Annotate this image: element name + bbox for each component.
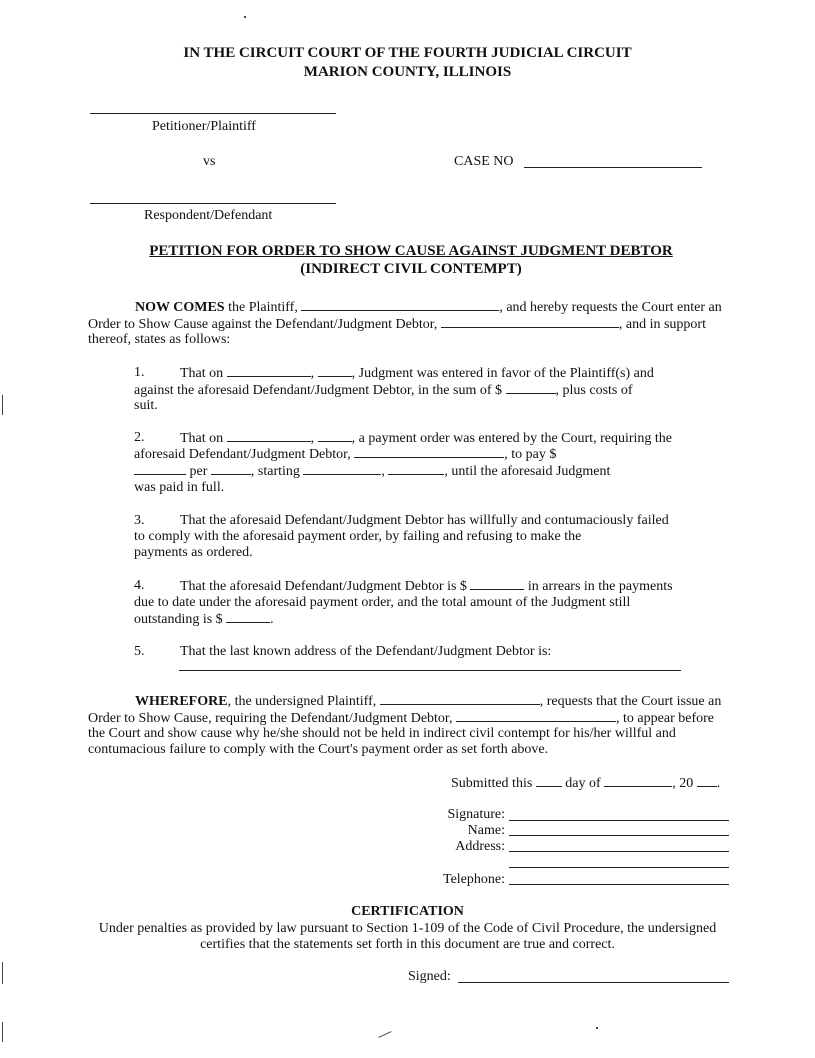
court-header-line1: IN THE CIRCUIT COURT OF THE FOURTH JUDICIAL CIRCUIT xyxy=(183,45,632,61)
item-text: against the aforesaid Defendant/Judgment Debtor, in the sum of $ xyxy=(134,383,503,398)
certification-line2: certifies that the statements set forth in this document are true and correct. xyxy=(200,937,615,952)
item-text: , a payment order was entered by the Court, requiring the xyxy=(351,431,672,446)
intro-text: , and in support xyxy=(618,317,706,332)
debtor-name-blank[interactable] xyxy=(354,445,504,458)
item-2-line3 xyxy=(134,462,610,480)
judgment-date-blank[interactable] xyxy=(227,364,311,377)
item-4-number: 4. xyxy=(134,578,145,593)
submitted-text: day of xyxy=(565,776,601,791)
item-text: , xyxy=(310,431,315,446)
scan-mark xyxy=(244,16,246,18)
item-text: That on xyxy=(180,366,224,381)
item-text: , starting xyxy=(250,464,300,479)
certification-heading: CERTIFICATION xyxy=(351,904,464,919)
item-text: , to pay $ xyxy=(504,447,557,462)
item-1-line1 xyxy=(180,364,654,382)
submitted-day-blank[interactable] xyxy=(536,774,562,787)
name-field[interactable] xyxy=(509,835,729,836)
item-5-number: 5. xyxy=(134,644,145,659)
court-header-line2: MARION COUNTY, ILLINOIS xyxy=(303,64,512,80)
respondent-name-line[interactable] xyxy=(90,203,336,204)
wherefore-text: , the undersigned Plaintiff, xyxy=(227,694,377,709)
payment-amount-blank[interactable] xyxy=(134,462,186,475)
payment-period-blank[interactable] xyxy=(211,462,251,475)
item-2-line4: was paid in full. xyxy=(134,480,225,495)
telephone-label: Telephone: xyxy=(443,872,505,887)
wherefore-text: , to appear before xyxy=(616,711,714,726)
submitted-text: , 20 xyxy=(672,776,694,791)
item-3-line2: to comply with the aforesaid payment order, by failing and refusing to make the xyxy=(134,529,582,544)
submitted-year-blank[interactable] xyxy=(697,774,717,787)
plaintiff-name-blank[interactable] xyxy=(301,298,499,311)
case-no-field[interactable] xyxy=(524,167,702,168)
address-field-2[interactable] xyxy=(509,867,729,868)
arrears-amount-blank[interactable] xyxy=(470,577,524,590)
item-4-line3 xyxy=(134,610,274,628)
start-year-blank[interactable] xyxy=(388,462,444,475)
scan-mark xyxy=(2,962,3,984)
intro-line3: thereof, states as follows: xyxy=(88,332,231,347)
item-text: in arrears in the payments xyxy=(527,579,673,594)
item-3-number: 3. xyxy=(134,513,145,528)
wherefore-line3: the Court and show cause why he/she should not be held in indirect civil contempt for his/her willful and xyxy=(88,726,676,741)
petitioner-name-line[interactable] xyxy=(90,113,336,114)
wherefore-line4: contumacious failure to comply with the Court's payment order as set forth above. xyxy=(88,742,549,757)
item-4-line2: due to date under the aforesaid payment order, and the total amount of the Judgment still xyxy=(134,595,631,610)
scan-mark xyxy=(2,395,3,415)
item-2-number: 2. xyxy=(134,430,145,445)
item-text: , Judgment was entered in favor of the Plaintiff(s) and xyxy=(351,366,654,381)
item-4-line1 xyxy=(180,577,673,595)
item-1-line3: suit. xyxy=(134,398,158,413)
wherefore-line1 xyxy=(135,692,721,710)
submitted-text: . xyxy=(716,776,721,791)
item-text: That the aforesaid Defendant/Judgment Debtor is $ xyxy=(180,579,467,594)
judgment-year-blank[interactable] xyxy=(318,364,352,377)
item-3-line3: payments as ordered. xyxy=(134,545,253,560)
intro-line1 xyxy=(135,298,722,316)
item-text: , until the aforesaid Judgment xyxy=(444,464,611,479)
telephone-field[interactable] xyxy=(509,884,729,885)
item-text: per xyxy=(189,464,208,479)
case-no-label: CASE NO xyxy=(454,154,514,169)
item-text: aforesaid Defendant/Judgment Debtor, xyxy=(134,447,351,462)
start-date-blank[interactable] xyxy=(303,462,381,475)
scan-mark xyxy=(378,1031,391,1038)
item-text: . xyxy=(270,612,274,627)
submitted-line xyxy=(451,774,720,792)
submitted-month-blank[interactable] xyxy=(604,774,672,787)
item-text: , plus costs of xyxy=(555,383,633,398)
defendant-name-blank[interactable] xyxy=(441,315,619,328)
signed-field[interactable] xyxy=(458,982,729,983)
certification-line1: Under penalties as provided by law pursuant to Section 1-109 of the Code of Civil Procedure, the undersigned xyxy=(98,921,717,936)
intro-text: the Plaintiff, xyxy=(228,300,298,315)
item-2-line2 xyxy=(134,445,556,463)
name-label: Name: xyxy=(467,823,505,838)
wherefore-lead: WHEREFORE xyxy=(135,694,228,709)
item-1-number: 1. xyxy=(134,365,145,380)
address-label: Address: xyxy=(455,839,505,854)
now-comes-lead: NOW COMES xyxy=(135,300,225,315)
petitioner-label: Petitioner/Plaintiff xyxy=(152,119,256,134)
plaintiff-signature-name-blank[interactable] xyxy=(380,692,540,705)
judgment-amount-blank[interactable] xyxy=(506,381,556,394)
item-text: , xyxy=(381,464,385,479)
wherefore-text: Order to Show Cause, requiring the Defendant/Judgment Debtor, xyxy=(88,711,453,726)
signature-field[interactable] xyxy=(509,820,729,821)
scan-mark xyxy=(2,1022,3,1042)
petition-title: PETITION FOR ORDER TO SHOW CAUSE AGAINST JUDGMENT DEBTOR xyxy=(149,243,673,259)
item-3-line1: That the aforesaid Defendant/Judgment Debtor has willfully and contumaciously failed xyxy=(180,513,669,528)
petition-subtitle: (INDIRECT CIVIL CONTEMPT) xyxy=(300,261,522,277)
item-1-line2 xyxy=(134,381,633,399)
respondent-label: Respondent/Defendant xyxy=(144,208,273,223)
signature-label: Signature: xyxy=(447,807,505,822)
debtor-address-line[interactable] xyxy=(179,670,681,671)
intro-text: , and hereby requests the Court enter an xyxy=(499,300,722,315)
item-text: , xyxy=(310,366,315,381)
address-field-1[interactable] xyxy=(509,851,729,852)
intro-text: Order to Show Cause against the Defendant/Judgment Debtor, xyxy=(88,317,438,332)
wherefore-text: , requests that the Court issue an xyxy=(539,694,722,709)
defendant-appear-blank[interactable] xyxy=(456,709,616,722)
order-year-blank[interactable] xyxy=(318,429,352,442)
vs-label: vs xyxy=(203,154,216,169)
outstanding-amount-blank[interactable] xyxy=(226,610,270,623)
item-5-line1: That the last known address of the Defendant/Judgment Debtor is: xyxy=(180,644,552,659)
signed-label: Signed: xyxy=(408,969,451,984)
submitted-text: Submitted this xyxy=(451,776,533,791)
scan-mark xyxy=(596,1027,598,1029)
order-date-blank[interactable] xyxy=(227,429,311,442)
item-text: outstanding is $ xyxy=(134,612,223,627)
item-text: That on xyxy=(180,431,224,446)
